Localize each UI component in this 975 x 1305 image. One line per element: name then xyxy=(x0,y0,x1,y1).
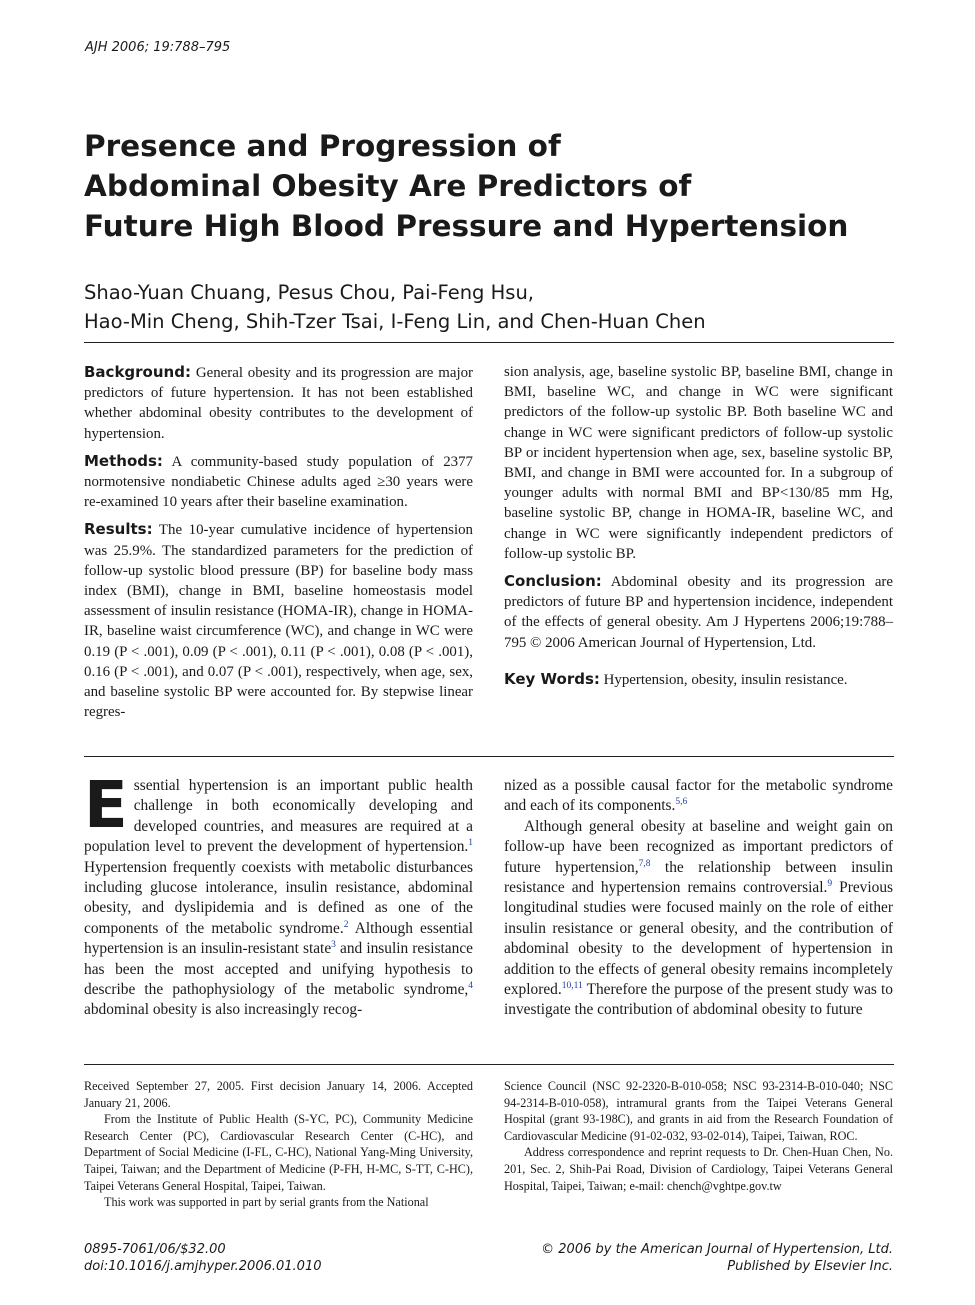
background-heading: Background: xyxy=(84,363,191,381)
body-text-run: abdominal obesity is also increasingly recog- xyxy=(84,1001,363,1019)
footer-right xyxy=(541,1241,893,1275)
correspondence: Address correspondence and reprint requests to Dr. Chen-Huan Chen, No. 201, Sec. 2, Shih-Pai Road, Division of Cardiology, Taipei Veterans General Hospital, Taipei, Taiwan; e-mail: chench@vghtpe.gov.tw xyxy=(504,1145,893,1193)
intro-paragraph xyxy=(84,769,473,1021)
body-text-run: Hypertension frequently coexists with metabolic disturbances including glucose intolerance, insulin resistance, abdominal obesity, and dyslipidemia and is defined as one of the components of the metabolic syndrome. xyxy=(84,858,473,937)
reference-citation[interactable]: 3 xyxy=(331,940,336,951)
reference-citation[interactable]: 10,11 xyxy=(561,980,583,991)
keywords-text: Hypertension, obesity, insulin resistance. xyxy=(603,671,848,688)
abstract-methods xyxy=(84,451,473,513)
conclusion-heading: Conclusion: xyxy=(504,572,602,591)
body-text-run: and insulin resistance has been the most accepted and unifying hypothesis to describe the pathophysiology of the metabolic syndrome, xyxy=(84,940,473,999)
results-heading: Results: xyxy=(84,520,153,539)
body-left-column xyxy=(84,769,473,1021)
reference-citation[interactable]: 9 xyxy=(827,878,833,889)
footnote-divider xyxy=(84,1064,894,1065)
body-text-run: the relationship between insulin resistance and hypertension remains controversial. xyxy=(504,858,893,897)
title-line: Presence and Progression of xyxy=(84,129,561,163)
abstract-divider xyxy=(84,756,894,757)
copyright: © 2006 by the American Journal of Hypertension, Ltd. xyxy=(541,1242,893,1257)
abstract-right-column xyxy=(504,362,893,697)
reference-citation[interactable]: 2 xyxy=(343,919,349,930)
methods-text: A community-based study population of 2377 normotensive nondiabetic Chinese adults aged ≥30 years were re-examined 10 years after their baseline examination. xyxy=(84,453,473,511)
reference-citation[interactable]: 5,6 xyxy=(675,797,688,808)
doi[interactable]: doi:10.1016/j.amjhyper.2006.01.010 xyxy=(84,1259,322,1274)
funding-note: This work was supported in part by serial grants from the National xyxy=(104,1195,429,1210)
body-text-run: Although general obesity at baseline and weight gain on follow-up have been recognized as important predictors of future hypertension, xyxy=(504,817,893,876)
body-text-run: Previous longitudinal studies were focused mainly on the role of either insulin resistance or general obesity, and the contribution of abdominal obesity to the development of hypertension in addition to the effects of general obesity remains incompletely explored. xyxy=(504,879,894,999)
reference-citation[interactable]: 7,8 xyxy=(638,858,651,869)
affiliations: From the Institute of Public Health (S-YC, PC), Community Medicine Research Center (PC), Cardiovascular Research Center (C-HC), and Department of Social Medicine (I-FL, C-HC), National Yang-Ming University, Taipei, Taiwan; and the Department of Medicine (P-FH, H-MC, S-TT, C-HC), Taipei Veterans General Hospital, Taipei, Taiwan. xyxy=(84,1112,473,1193)
results-text: The 10-year cumulative incidence of hypertension was 25.9%. The standardized parameters for the prediction of follow-up systolic blood pressure (BP) for baseline body mass index (BMI), change in BMI, baseline homeostasis model assessment of insulin resistance (HOMA-IR), change in HOMA-IR, baseline waist circumference (WC), and change in WC were 0.19 (P < .001), 0.09 (P < .001), 0.11 (P < .001), 0.08 (P < .001), 0.16 (P < .001), and 0.07 (P < .001), respectively, when age, sex, and baseline systolic BP were accounted for. By stepwise linear regres- xyxy=(84,522,473,721)
top-divider xyxy=(84,342,894,343)
footnotes-right-column xyxy=(504,1078,893,1194)
drop-cap: E xyxy=(84,769,128,843)
abstract-results-continued: sion analysis, age, baseline systolic BP, baseline BMI, change in BMI, baseline WC, and change in WC were significant predictors of the follow-up systolic BP. Both baseline WC and change in WC were significant predictors of follow-up systolic BP or incident hypertension when age, sex, baseline systolic BP, BMI, and change in BMI were accounted for. In a subgroup of younger adults with normal BMI and BP<130/85 mm Hg, baseline systolic BP, change in HOMA-IR, baseline WC, and change in WC were significantly independent predictors of follow-up systolic BP. xyxy=(504,364,893,562)
issn-price: 0895-7061/06/$32.00 xyxy=(84,1242,226,1257)
article-title xyxy=(84,126,904,246)
title-line: Future High Blood Pressure and Hypertension xyxy=(84,209,849,243)
abstract-conclusion xyxy=(504,571,893,653)
footer-left xyxy=(84,1241,322,1275)
body-paragraph xyxy=(504,776,893,817)
reference-citation[interactable]: 1 xyxy=(468,838,473,849)
author-line: Hao-Min Cheng, Shih-Tzer Tsai, I-Feng Lin, and Chen-Huan Chen xyxy=(84,310,706,333)
author-list xyxy=(84,278,904,336)
conclusion-text: Abdominal obesity and its progression are predictors of future BP and hypertension incidence, independent of the effects of general obesity. xyxy=(504,574,893,631)
keywords-heading: Key Words: xyxy=(504,669,600,688)
running-head: AJH 2006; 19:788–795 xyxy=(85,40,231,55)
footnotes-left-column xyxy=(84,1078,473,1211)
received-dates: Received September 27, 2005. First decision January 14, 2006. Accepted January 21, 2006. xyxy=(84,1079,473,1110)
abstract-keywords xyxy=(504,669,893,690)
body-text-run: nized as a possible causal factor for the metabolic syndrome and each of its components. xyxy=(504,777,893,815)
body-right-column xyxy=(504,776,893,1021)
body-text-run: ssential hypertension is an important public health challenge in both economically developing and developed countries, and measures are required at a population level to prevent the development of hypertension. xyxy=(84,777,473,856)
background-text: General obesity and its progression are major predictors of future hypertension. It has not been established whether abdominal obesity contributes to the development of hypertension. xyxy=(84,365,473,442)
funding-note-continued: Science Council (NSC 92-2320-B-010-058; NSC 93-2314-B-010-040; NSC 94-2314-B-010-058), intramural grants from the Taipei Veterans General Hospital (grant 93-198C), and grants in aid from the Research Foundation of Cardiovascular Medicine (91-02-032, 93-02-014), Taipei, Taiwan, ROC. xyxy=(504,1079,893,1143)
abstract-background xyxy=(84,362,473,444)
methods-heading: Methods: xyxy=(84,451,163,470)
title-line: Abdominal Obesity Are Predictors of xyxy=(84,169,692,203)
body-text-run: Therefore the purpose of the present study was to investigate the contribution of abdominal obesity to future xyxy=(504,981,893,1019)
intro-text xyxy=(84,769,473,1019)
body-paragraph xyxy=(504,817,893,1021)
body-text-run: Although essential hypertension is an insulin-resistant state xyxy=(84,919,473,958)
publisher: Published by Elsevier Inc. xyxy=(727,1259,893,1274)
abstract-left-column xyxy=(84,362,473,729)
abstract-citation: Am J Hypertens 2006;19:788–795 © 2006 American Journal of Hypertension, Ltd. xyxy=(504,614,893,651)
reference-citation[interactable]: 4 xyxy=(468,980,473,991)
abstract-results xyxy=(84,519,473,722)
author-line: Shao-Yuan Chuang, Pesus Chou, Pai-Feng Hsu, xyxy=(84,281,535,304)
